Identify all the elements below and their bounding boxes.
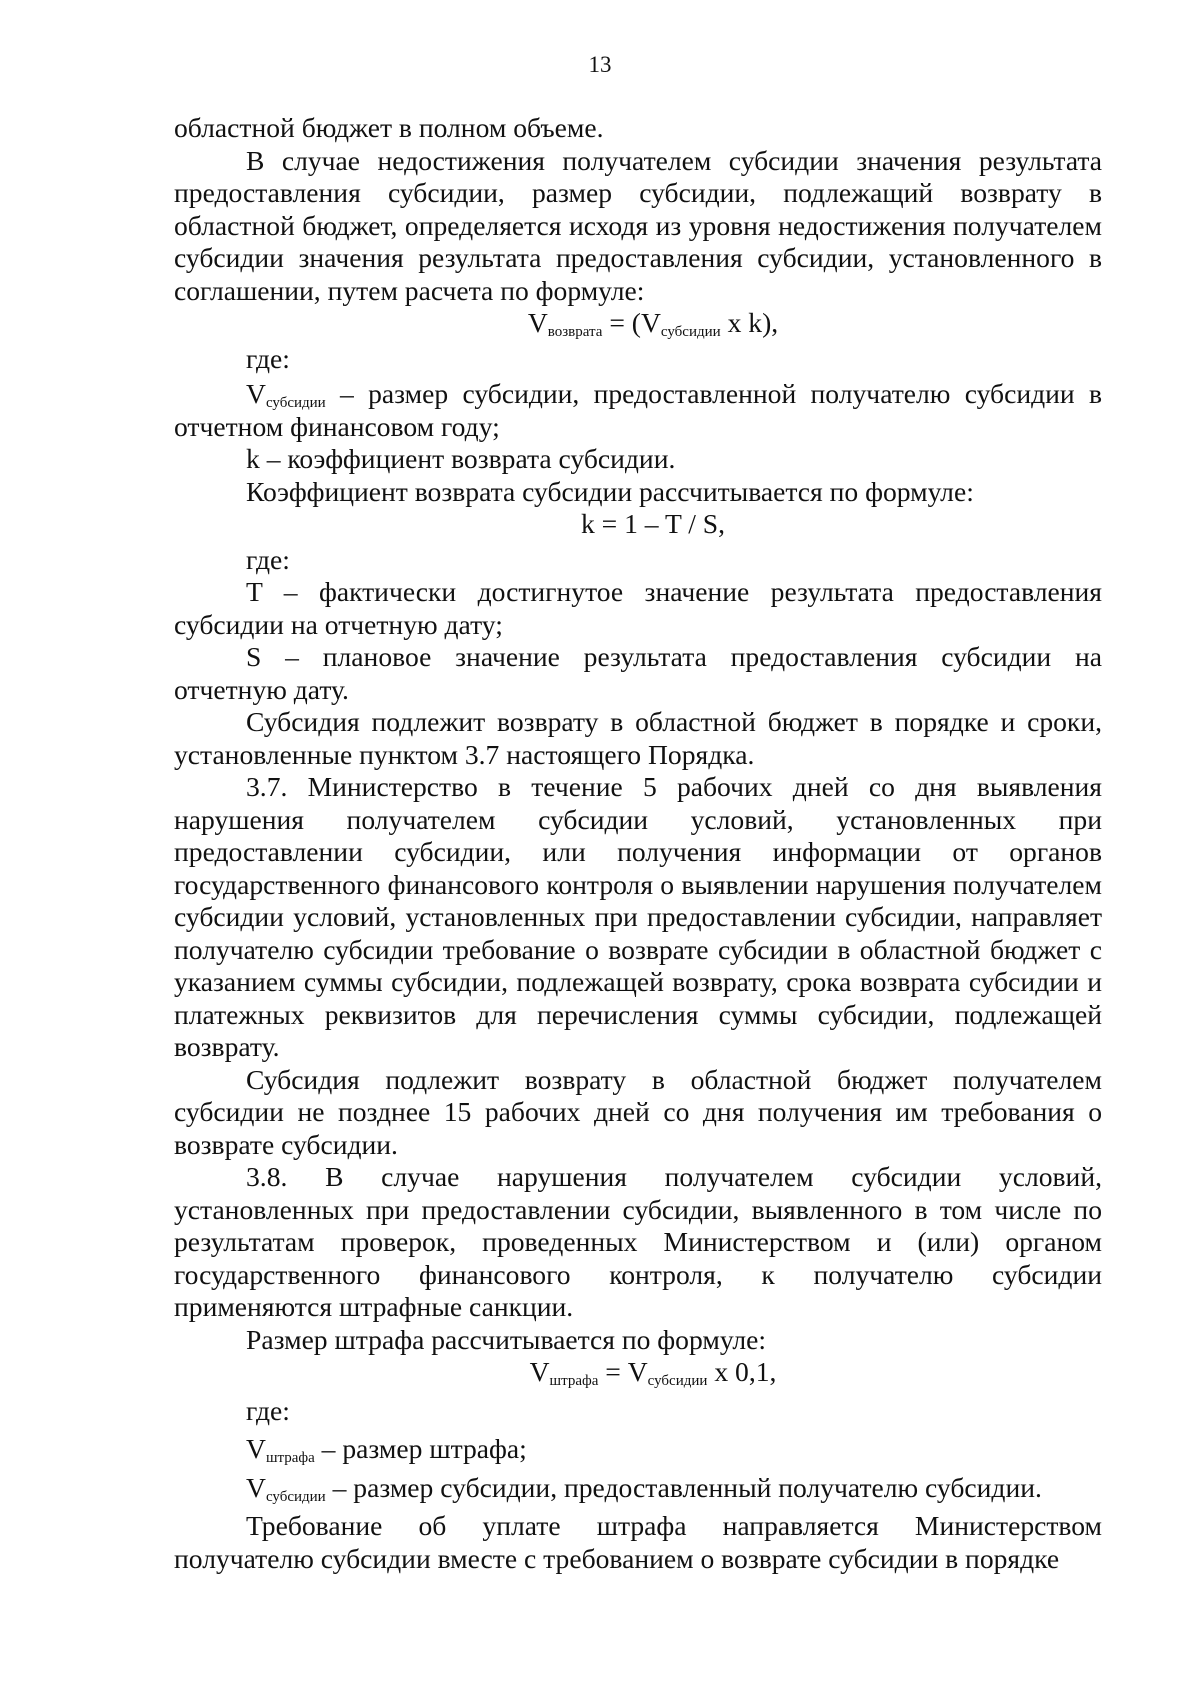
paragraph: В случае недостижения получателем субсидии значения результата предоставления субсидии, размер субсидии, подлежащий возврату в областной бюджет, определяется исходя из уровня недостижения получателем субсидии значения результата предоставления субсидии, установленного в соглашении, путем расчета по формуле: (174, 144, 1102, 306)
formula-coefficient: k = 1 – T / S, (580, 508, 726, 539)
paragraph: Размер штрафа рассчитывается по формуле: (246, 1323, 767, 1355)
definition-s: S – плановое значение результата предоставления субсидии на отчетную дату. (174, 641, 1102, 705)
paragraph: Коэффициент возврата субсидии рассчитывается по формуле: (246, 475, 974, 507)
definition-k: k – коэффициент возврата субсидии. (246, 443, 676, 474)
document-body (174, 112, 1102, 1575)
paragraph-3-8: 3.8. В случае нарушения получателем субсидии условий, установленных при предоставлении субсидии, выявленного в том числе по результатам проверок, проведенных Министерством и (или) органом государственного финансового контроля, к получателю субсидии применяются штрафные санкции. (174, 1161, 1102, 1322)
paragraph: Субсидия подлежит возврату в областной бюджет получателем субсидии не позднее 15 рабочих дней со дня получения им требования о возврате субсидии. (174, 1063, 1102, 1160)
formula-return: $V_{возврата} = (V_{субсидии}$ x k), (527, 307, 779, 340)
paragraph: областной бюджет в полном объеме. (174, 112, 604, 143)
where-label: где: (246, 342, 290, 374)
where-label: где: (246, 543, 290, 575)
definition-t: T – фактически достигнутое значение результата предоставления субсидии на отчетную дату; (174, 576, 1102, 640)
where-label: где: (246, 1394, 290, 1426)
page-number: 13 (588, 52, 612, 77)
paragraph-3-7: 3.7. Министерство в течение 5 рабочих дней со дня выявления нарушения получателем субсидии условий, установленных при предоставлении субсидии, или получения информации от органов государственного финансового контроля о выявлении нарушения получателем субсидии условий, установленных при предоставлении субсидии, направляет получателю субсидии требование о возврате субсидии в областной бюджет с указанием суммы субсидии, подлежащей возврату, срока возврата субсидии и платежных реквизитов для перечисления суммы субсидии, подлежащей возврату. (174, 771, 1102, 1062)
definition-v-subsidy: $V_{субсидии}$ – размер субсидии, предоставленной получателю субсидии в отчетном финансовом году; (174, 378, 1102, 442)
paragraph: Требование об уплате штрафа направляется Министерством получателю субсидии вместе с требованием о возврате субсидии в порядке (174, 1510, 1102, 1574)
definition-v-fine: $V_{штрафа}$ – размер штрафа; (246, 1433, 527, 1466)
formula-fine: $V_{штрафа} = V_{субсидии}$ x 0,1, (529, 1356, 777, 1389)
definition-v-subsidy-2: $V_{субсидии}$ – размер субсидии, предоставленный получателю субсидии. (246, 1471, 1042, 1505)
paragraph: Субсидия подлежит возврату в областной бюджет в порядке и сроки, установленные пунктом 3.7 настоящего Порядка. (174, 706, 1102, 770)
